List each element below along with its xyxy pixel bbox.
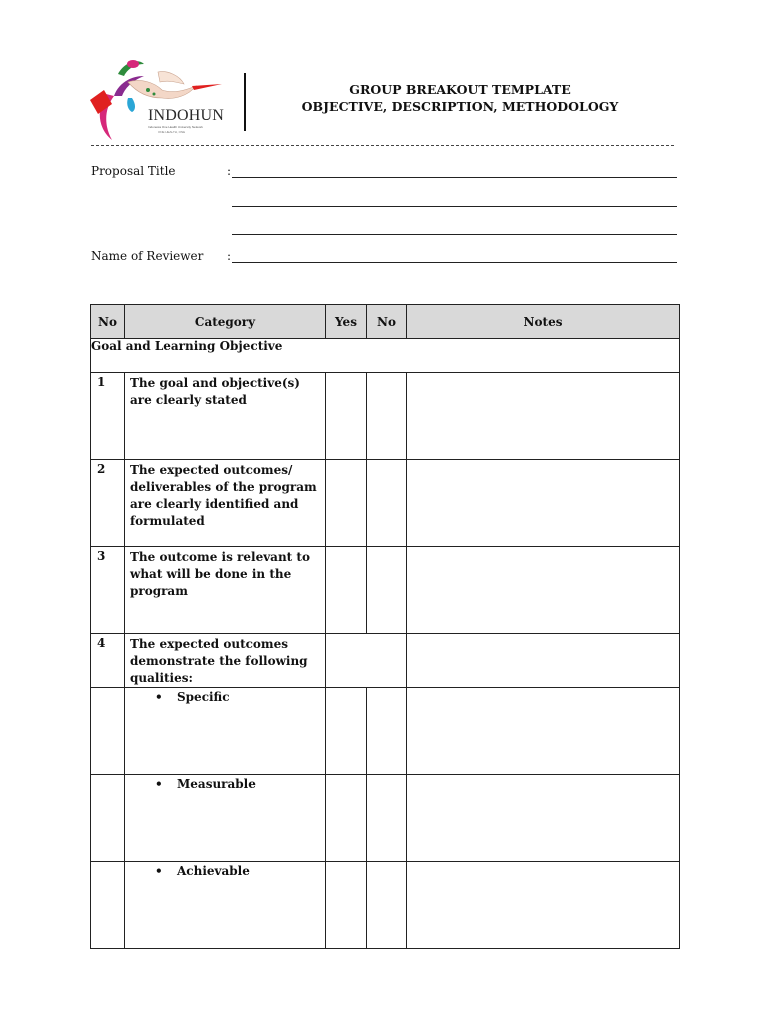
header-separator	[91, 145, 674, 146]
no-cell[interactable]	[367, 775, 407, 862]
checklist-table	[90, 304, 680, 949]
proposal-title-line-1[interactable]	[232, 177, 677, 178]
yes-cell[interactable]	[326, 460, 367, 547]
col-header-yes: Yes	[326, 305, 367, 339]
row-number	[91, 688, 125, 775]
proposal-title-line-3[interactable]	[232, 234, 677, 235]
no-cell[interactable]	[367, 373, 407, 460]
yes-cell[interactable]	[326, 373, 367, 460]
reviewer-label: Name of Reviewer	[91, 249, 204, 263]
row-category: The goal and objective(s) are clearly stated	[125, 373, 326, 460]
yes-cell[interactable]	[326, 862, 367, 949]
table-row	[91, 634, 680, 688]
notes-cell[interactable]	[407, 460, 680, 547]
row-number: 3	[91, 547, 125, 634]
bullet-icon: •	[155, 864, 163, 878]
yes-cell[interactable]	[326, 688, 367, 775]
document-title: GROUP BREAKOUT TEMPLATE	[349, 82, 571, 97]
no-cell[interactable]	[367, 547, 407, 634]
proposal-title-colon: :	[227, 164, 232, 178]
sub-item-label: Specific	[177, 690, 230, 704]
table-header-row	[91, 305, 680, 339]
notes-cell[interactable]	[407, 373, 680, 460]
logo-subtitle: Indonesia One Health University Network	[148, 125, 203, 129]
notes-cell[interactable]	[407, 547, 680, 634]
sub-item	[125, 862, 326, 949]
notes-cell[interactable]	[407, 688, 680, 775]
col-header-no-answer: No	[367, 305, 407, 339]
table-row	[91, 373, 680, 460]
yes-cell[interactable]	[326, 547, 367, 634]
bullet-icon: •	[155, 777, 163, 791]
sub-item	[125, 775, 326, 862]
section-row	[91, 339, 680, 373]
row-category: The outcome is relevant to what will be done in the program	[125, 547, 326, 634]
header-divider	[244, 73, 246, 131]
yes-no-merged-cell	[326, 634, 407, 688]
proposal-title-label: Proposal Title	[91, 164, 176, 178]
sub-item-label: Measurable	[177, 777, 256, 791]
row-number: 4	[91, 634, 125, 688]
row-number: 1	[91, 373, 125, 460]
logo-tagline: ONE HEALTH, ONE	[158, 130, 186, 134]
row-number: 2	[91, 460, 125, 547]
table-row	[91, 460, 680, 547]
yes-cell[interactable]	[326, 775, 367, 862]
sub-item-label: Achievable	[177, 864, 250, 878]
col-header-notes: Notes	[407, 305, 680, 339]
logo-wordmark: INDOHUN	[148, 107, 225, 124]
row-category: The expected outcomes demonstrate the following qualities:	[125, 634, 326, 688]
notes-cell[interactable]	[407, 775, 680, 862]
col-header-no: No	[91, 305, 125, 339]
notes-cell[interactable]	[407, 634, 680, 688]
row-number	[91, 862, 125, 949]
sub-item	[125, 688, 326, 775]
indohun-logo	[88, 54, 233, 146]
no-cell[interactable]	[367, 688, 407, 775]
notes-cell[interactable]	[407, 862, 680, 949]
table-row	[91, 862, 680, 949]
no-cell[interactable]	[367, 460, 407, 547]
section-title: Goal and Learning Objective	[91, 339, 680, 373]
reviewer-colon: :	[227, 249, 232, 263]
table-row	[91, 547, 680, 634]
no-cell[interactable]	[367, 862, 407, 949]
row-number	[91, 775, 125, 862]
col-header-category: Category	[125, 305, 326, 339]
table-row	[91, 688, 680, 775]
bullet-icon: •	[155, 690, 163, 704]
document-subtitle: OBJECTIVE, DESCRIPTION, METHODOLOGY	[301, 99, 619, 114]
reviewer-line[interactable]	[232, 262, 677, 263]
row-category: The expected outcomes/ deliverables of the program are clearly identified and formulated	[125, 460, 326, 547]
table-row	[91, 775, 680, 862]
proposal-title-line-2[interactable]	[232, 206, 677, 207]
